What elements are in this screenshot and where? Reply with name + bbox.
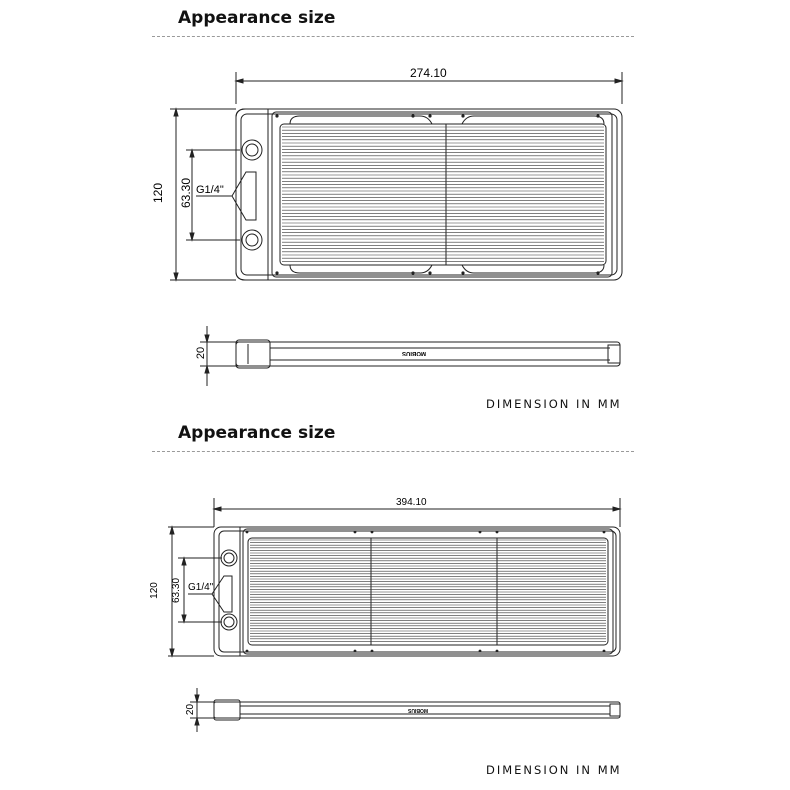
height-dimension-label: 120 (151, 182, 166, 204)
brand-logo-text: MOBIUS (402, 350, 426, 356)
port-thread-label: G1/4" (196, 184, 224, 196)
section-title-1: Appearance size (178, 8, 336, 28)
section-title-2: Appearance size (178, 423, 336, 443)
thickness-label: 20 (195, 346, 208, 360)
thickness-label-2: 20 (185, 703, 197, 716)
port-thread-label-2: G1/4" (188, 582, 214, 593)
port-spacing-label-2: 63.30 (171, 577, 183, 604)
width-dimension-label-2: 394.10 (396, 497, 427, 508)
unit-note: DIMENSION IN MM (486, 397, 622, 411)
width-dimension-label: 274.10 (410, 66, 447, 80)
unit-note-2: DIMENSION IN MM (486, 763, 622, 777)
brand-logo-text-2: MOBIUS (408, 707, 428, 713)
height-dimension-label-2: 120 (148, 582, 160, 599)
port-spacing-label: 63.30 (179, 177, 194, 209)
